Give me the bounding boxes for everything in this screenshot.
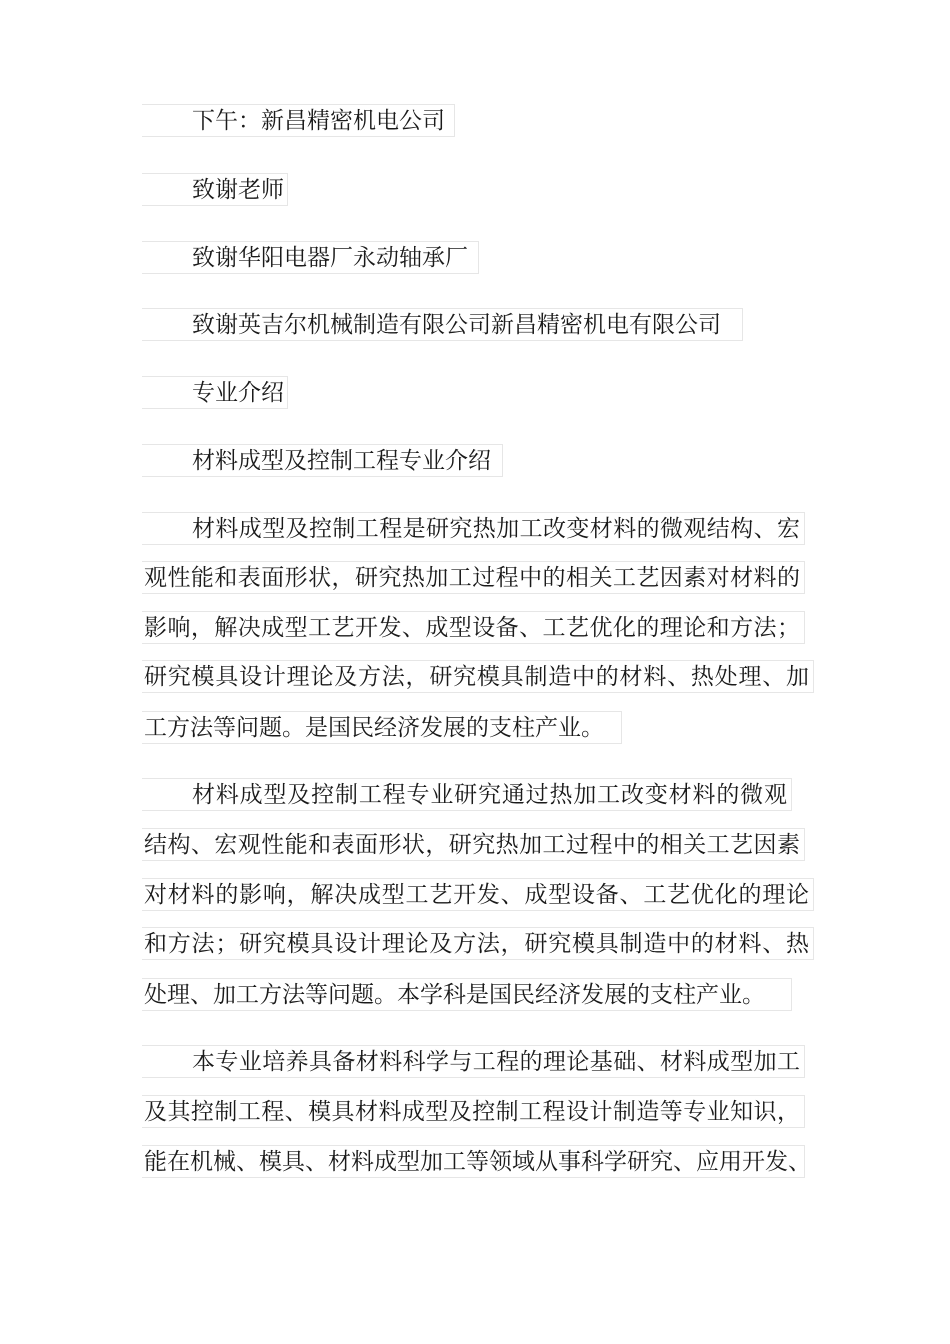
- paragraph-line: 及其控制工程、模具材料成型及控制工程设计制造等专业知识，: [142, 1095, 805, 1128]
- paragraph-line: 材料成型及控制工程专业研究通过热加工改变材料的微观: [142, 778, 792, 811]
- paragraph-line: 处理、加工方法等问题。本学科是国民经济发展的支柱产业。: [142, 978, 792, 1011]
- paragraph-line: 材料成型及控制工程是研究热加工改变材料的微观结构、宏: [142, 512, 805, 545]
- text-line: 致谢华阳电器厂永动轴承厂: [142, 241, 479, 274]
- paragraph-line: 和方法；研究模具设计理论及方法，研究模具制造中的材料、热: [142, 927, 814, 960]
- paragraph-line: 工方法等问题。是国民经济发展的支柱产业。: [142, 711, 622, 744]
- text-line: 致谢老师: [142, 173, 288, 206]
- paragraph-line: 观性能和表面形状，研究热加工过程中的相关工艺因素对材料的: [142, 561, 805, 594]
- text-line: 下午：新昌精密机电公司: [142, 104, 455, 137]
- text-line: 材料成型及控制工程专业介绍: [142, 444, 503, 477]
- paragraph-line: 影响，解决成型工艺开发、成型设备、工艺优化的理论和方法；: [142, 611, 805, 644]
- paragraph-line: 本专业培养具备材料科学与工程的理论基础、材料成型加工: [142, 1045, 805, 1078]
- paragraph-line: 能在机械、模具、材料成型加工等领域从事科学研究、应用开发、: [142, 1145, 805, 1178]
- paragraph-line: 结构、宏观性能和表面形状，研究热加工过程中的相关工艺因素: [142, 828, 805, 861]
- text-line: 致谢英吉尔机械制造有限公司新昌精密机电有限公司: [142, 308, 743, 341]
- paragraph-line: 对材料的影响，解决成型工艺开发、成型设备、工艺优化的理论: [142, 878, 814, 911]
- text-line: 专业介绍: [142, 376, 288, 409]
- paragraph-line: 研究模具设计理论及方法，研究模具制造中的材料、热处理、加: [142, 660, 814, 693]
